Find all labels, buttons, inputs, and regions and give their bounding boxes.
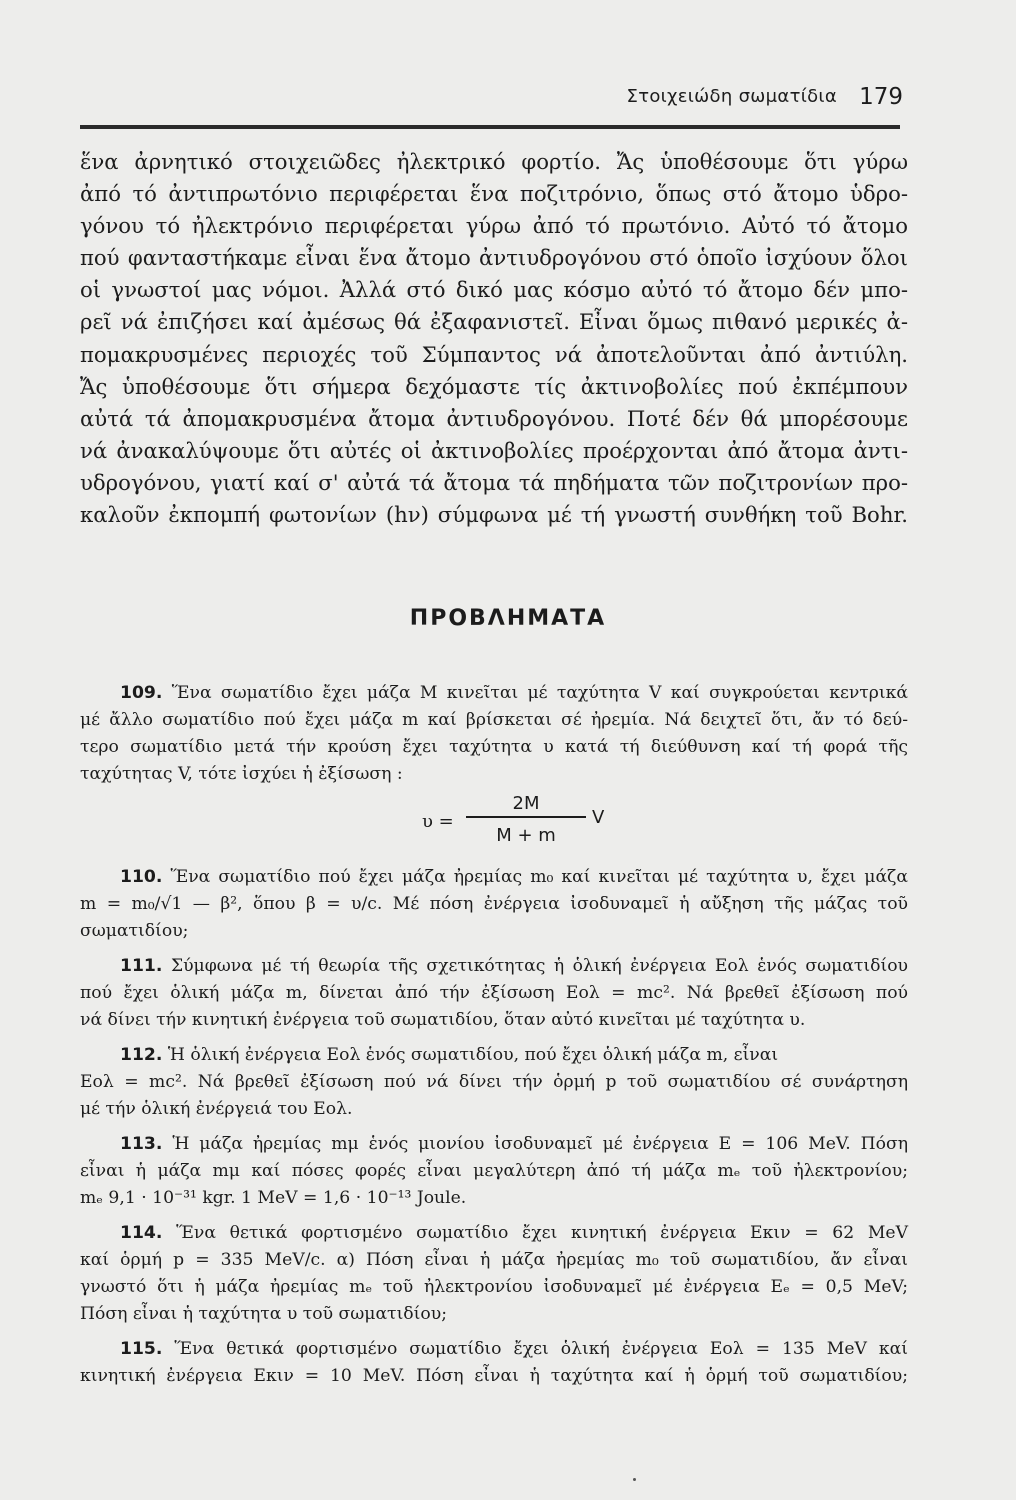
problem-line: μέ ἄλλο σωματίδιο πού ἔχει μάζα m καί βρίσκεται σέ ἠρεμία. Νά δειχτεῖ ὅτι, ἄν τό δεύ- bbox=[80, 710, 908, 730]
body-line: νά ἀνακαλύψουμε ὅτι αὐτές οἱ ἀκτινοβολίες προέρχονται ἀπό ἄτομα ἀντι- bbox=[80, 437, 908, 463]
problem-number: 112. bbox=[120, 1045, 163, 1065]
problem-line: ταχύτητας V, τότε ἰσχύει ἡ ἐξίσωση : bbox=[80, 764, 403, 784]
problem-110 bbox=[80, 864, 908, 945]
body-line: ἕνα ἀρνητικό στοιχειῶδες ἠλεκτρικό φορτίο. Ἄς ὑποθέσουμε ὅτι γύρω bbox=[80, 149, 908, 174]
problem-text: Ἡ ὁλική ἐνέργεια Eολ ἑνός σωματιδίου, πού ἔχει ὁλική μάζα m, εἶναι bbox=[167, 1045, 779, 1065]
problem-line: Πόση εἶναι ἡ ταχύτητα υ τοῦ σωματιδίου; bbox=[80, 1304, 447, 1324]
formula-denominator: M + m bbox=[496, 824, 556, 846]
problem-line bbox=[80, 1131, 908, 1158]
header-rule bbox=[80, 125, 900, 129]
section-title: ΠΡΟΒΛΗΜΑΤΑ bbox=[409, 606, 607, 631]
problem-line: σωματιδίου; bbox=[80, 921, 189, 941]
body-line: πού φανταστήκαμε εἶναι ἕνα ἄτομο ἀντιυδρογόνου στό ὁποῖο ἰσχύουν ὅλοι bbox=[80, 245, 908, 271]
problem-text: Ἡ μάζα ἠρεμίας mμ ἑνός μιονίου ἰσοδυναμεῖ μέ ἐνέργεια E = 106 MeV. Πόση bbox=[172, 1134, 908, 1154]
problem-line: m = m₀/√1 — β², ὅπου β = υ/c. Μέ πόση ἐνέργεια ἰσοδυναμεῖ ἡ αὔξηση τῆς μάζας τοῦ bbox=[80, 894, 908, 914]
body-line: ρεῖ νά ἐπιζήσει καί ἀμέσως θά ἐξαφανιστεῖ. Εἶναι ὅμως πιθανό μερικές ἀ- bbox=[80, 309, 908, 335]
problem-text: Ἕνα σωματίδιο ἔχει μάζα M κινεῖται μέ ταχύτητα V καί συγκρούεται κεντρικά bbox=[171, 683, 909, 703]
problem-line bbox=[80, 864, 908, 891]
problem-115 bbox=[80, 1336, 908, 1390]
problem-number: 109. bbox=[120, 683, 163, 703]
body-line: οἱ γνωστοί μας νόμοι. Ἀλλά στό δικό μας κόσμο αὐτό τό ἄτομο δέν μπο- bbox=[80, 277, 908, 303]
problem-109 bbox=[80, 680, 908, 856]
problem-line: mₑ 9,1 · 10⁻³¹ kgr. 1 MeV = 1,6 · 10⁻¹³ Joule. bbox=[80, 1188, 467, 1208]
problem-line: τερο σωματίδιο μετά τήν κρούση ἔχει ταχύτητα υ κατά τή διεύθυνση καί τή φορά τῆς bbox=[80, 737, 908, 757]
formula-lhs: υ = bbox=[422, 811, 454, 832]
problem-114 bbox=[80, 1220, 908, 1328]
collision-formula bbox=[80, 790, 908, 856]
body-text bbox=[80, 146, 908, 531]
print-speck bbox=[633, 1478, 636, 1481]
body-line: αὐτά τά ἀπομακρυσμένα ἄτομα ἀντιυδρογόνου. Ποτέ δέν θά μπορέσουμε bbox=[80, 405, 908, 431]
problem-112 bbox=[80, 1042, 908, 1123]
problem-number: 113. bbox=[120, 1134, 163, 1154]
problem-line: μέ τήν ὁλική ἐνέργειά του Eολ. bbox=[80, 1099, 353, 1119]
problem-text: Σύμφωνα μέ τή θεωρία τῆς σχετικότητας ἡ ὁλική ἐνέργεια Eολ ἑνός σωματιδίου bbox=[170, 956, 908, 976]
problem-number: 115. bbox=[120, 1339, 163, 1359]
body-line: πομακρυσμένες περιοχές τοῦ Σύμπαντος νά ἀποτελοῦνται ἀπό ἀντιύλη. bbox=[80, 341, 908, 367]
page-number: 179 bbox=[859, 84, 903, 110]
body-line: γόνου τό ἠλεκτρόνιο περιφέρεται γύρω ἀπό τό πρωτόνιο. Αὐτό τό ἄτομο bbox=[80, 213, 908, 239]
problem-text: Ἕνα θετικά φορτισμένο σωματίδιο ἔχει κινητική ἐνέργεια Eκιν = 62 MeV bbox=[176, 1223, 909, 1243]
problem-line bbox=[80, 1220, 908, 1247]
body-line: υδρογόνου, γιατί καί σ' αὐτά τά ἄτομα τά πηδήματα τῶν ποζιτρονίων προ- bbox=[80, 469, 908, 495]
running-title: Στοιχειώδη σωματίδια bbox=[626, 86, 837, 107]
fraction-bar bbox=[466, 816, 586, 818]
problem-line bbox=[80, 953, 908, 980]
problem-line bbox=[80, 1336, 908, 1363]
problem-number: 110. bbox=[120, 867, 163, 887]
problem-line: κινητική ἐνέργεια Eκιν = 10 MeV. Πόση εἶναι ἡ ταχύτητα καί ἡ ὁρμή τοῦ σωματιδίου; bbox=[80, 1366, 908, 1386]
problem-line: νά δίνει τήν κινητική ἐνέργεια τοῦ σωματιδίου, ὅταν αὐτό κινεῖται μέ ταχύτητα υ. bbox=[80, 1010, 806, 1030]
problems-list bbox=[80, 680, 908, 1398]
body-line: Ἄς ὑποθέσουμε ὅτι σήμερα δεχόμαστε τίς ἀκτινοβολίες πού ἐκπέμπουν bbox=[80, 373, 908, 399]
problem-text: Ἕνα σωματίδιο πού ἔχει μάζα ἠρεμίας m₀ καί κινεῖται μέ ταχύτητα υ, ἔχει μάζα bbox=[170, 867, 908, 887]
body-line: καλοῦν ἐκπομπή φωτονίων (hν) σύμφωνα μέ τή γνωστή συνθήκη τοῦ Bohr. bbox=[80, 502, 908, 528]
formula-numerator: 2M bbox=[512, 793, 540, 814]
problem-line: γνωστό ὅτι ἡ μάζα ἠρεμίας mₑ τοῦ ἠλεκτρονίου ἰσοδυναμεῖ μέ ἐνέργεια Eₑ = 0,5 MeV; bbox=[80, 1277, 908, 1297]
formula-fraction bbox=[466, 790, 586, 846]
formula-variable: V bbox=[592, 807, 605, 828]
problem-number: 114. bbox=[120, 1223, 163, 1243]
problem-line bbox=[80, 680, 908, 707]
problem-line: πού ἔχει ὁλική μάζα m, δίνεται ἀπό τήν ἐξίσωση Eολ = mc². Νά βρεθεῖ ἐξίσωση πού bbox=[80, 983, 908, 1003]
problem-number: 111. bbox=[120, 956, 163, 976]
problem-text: Ἕνα θετικά φορτισμένο σωματίδιο ἔχει ὁλική ἐνέργεια Eολ = 135 MeV καί bbox=[174, 1339, 908, 1359]
body-line: ἀπό τό ἀντιπρωτόνιο περιφέρεται ἕνα ποζιτρόνιο, ὅπως στό ἄτομο ὑδρο- bbox=[80, 181, 908, 207]
problem-line bbox=[80, 1042, 908, 1069]
page-header bbox=[80, 84, 905, 114]
problem-113 bbox=[80, 1131, 908, 1212]
problem-line: καί ὁρμή p = 335 MeV/c. α) Πόση εἶναι ἡ μάζα ἠρεμίας m₀ τοῦ σωματιδίου, ἄν εἶναι bbox=[80, 1250, 908, 1270]
problem-111 bbox=[80, 953, 908, 1034]
problem-line: εἶναι ἡ μάζα mμ καί πόσες φορές εἶναι μεγαλύτερη ἀπό τή μάζα mₑ τοῦ ἠλεκτρονίου; bbox=[80, 1161, 908, 1181]
problem-line: Eολ = mc². Νά βρεθεῖ ἐξίσωση πού νά δίνει τήν ὁρμή p τοῦ σωματιδίου σέ συνάρτηση bbox=[80, 1072, 908, 1092]
